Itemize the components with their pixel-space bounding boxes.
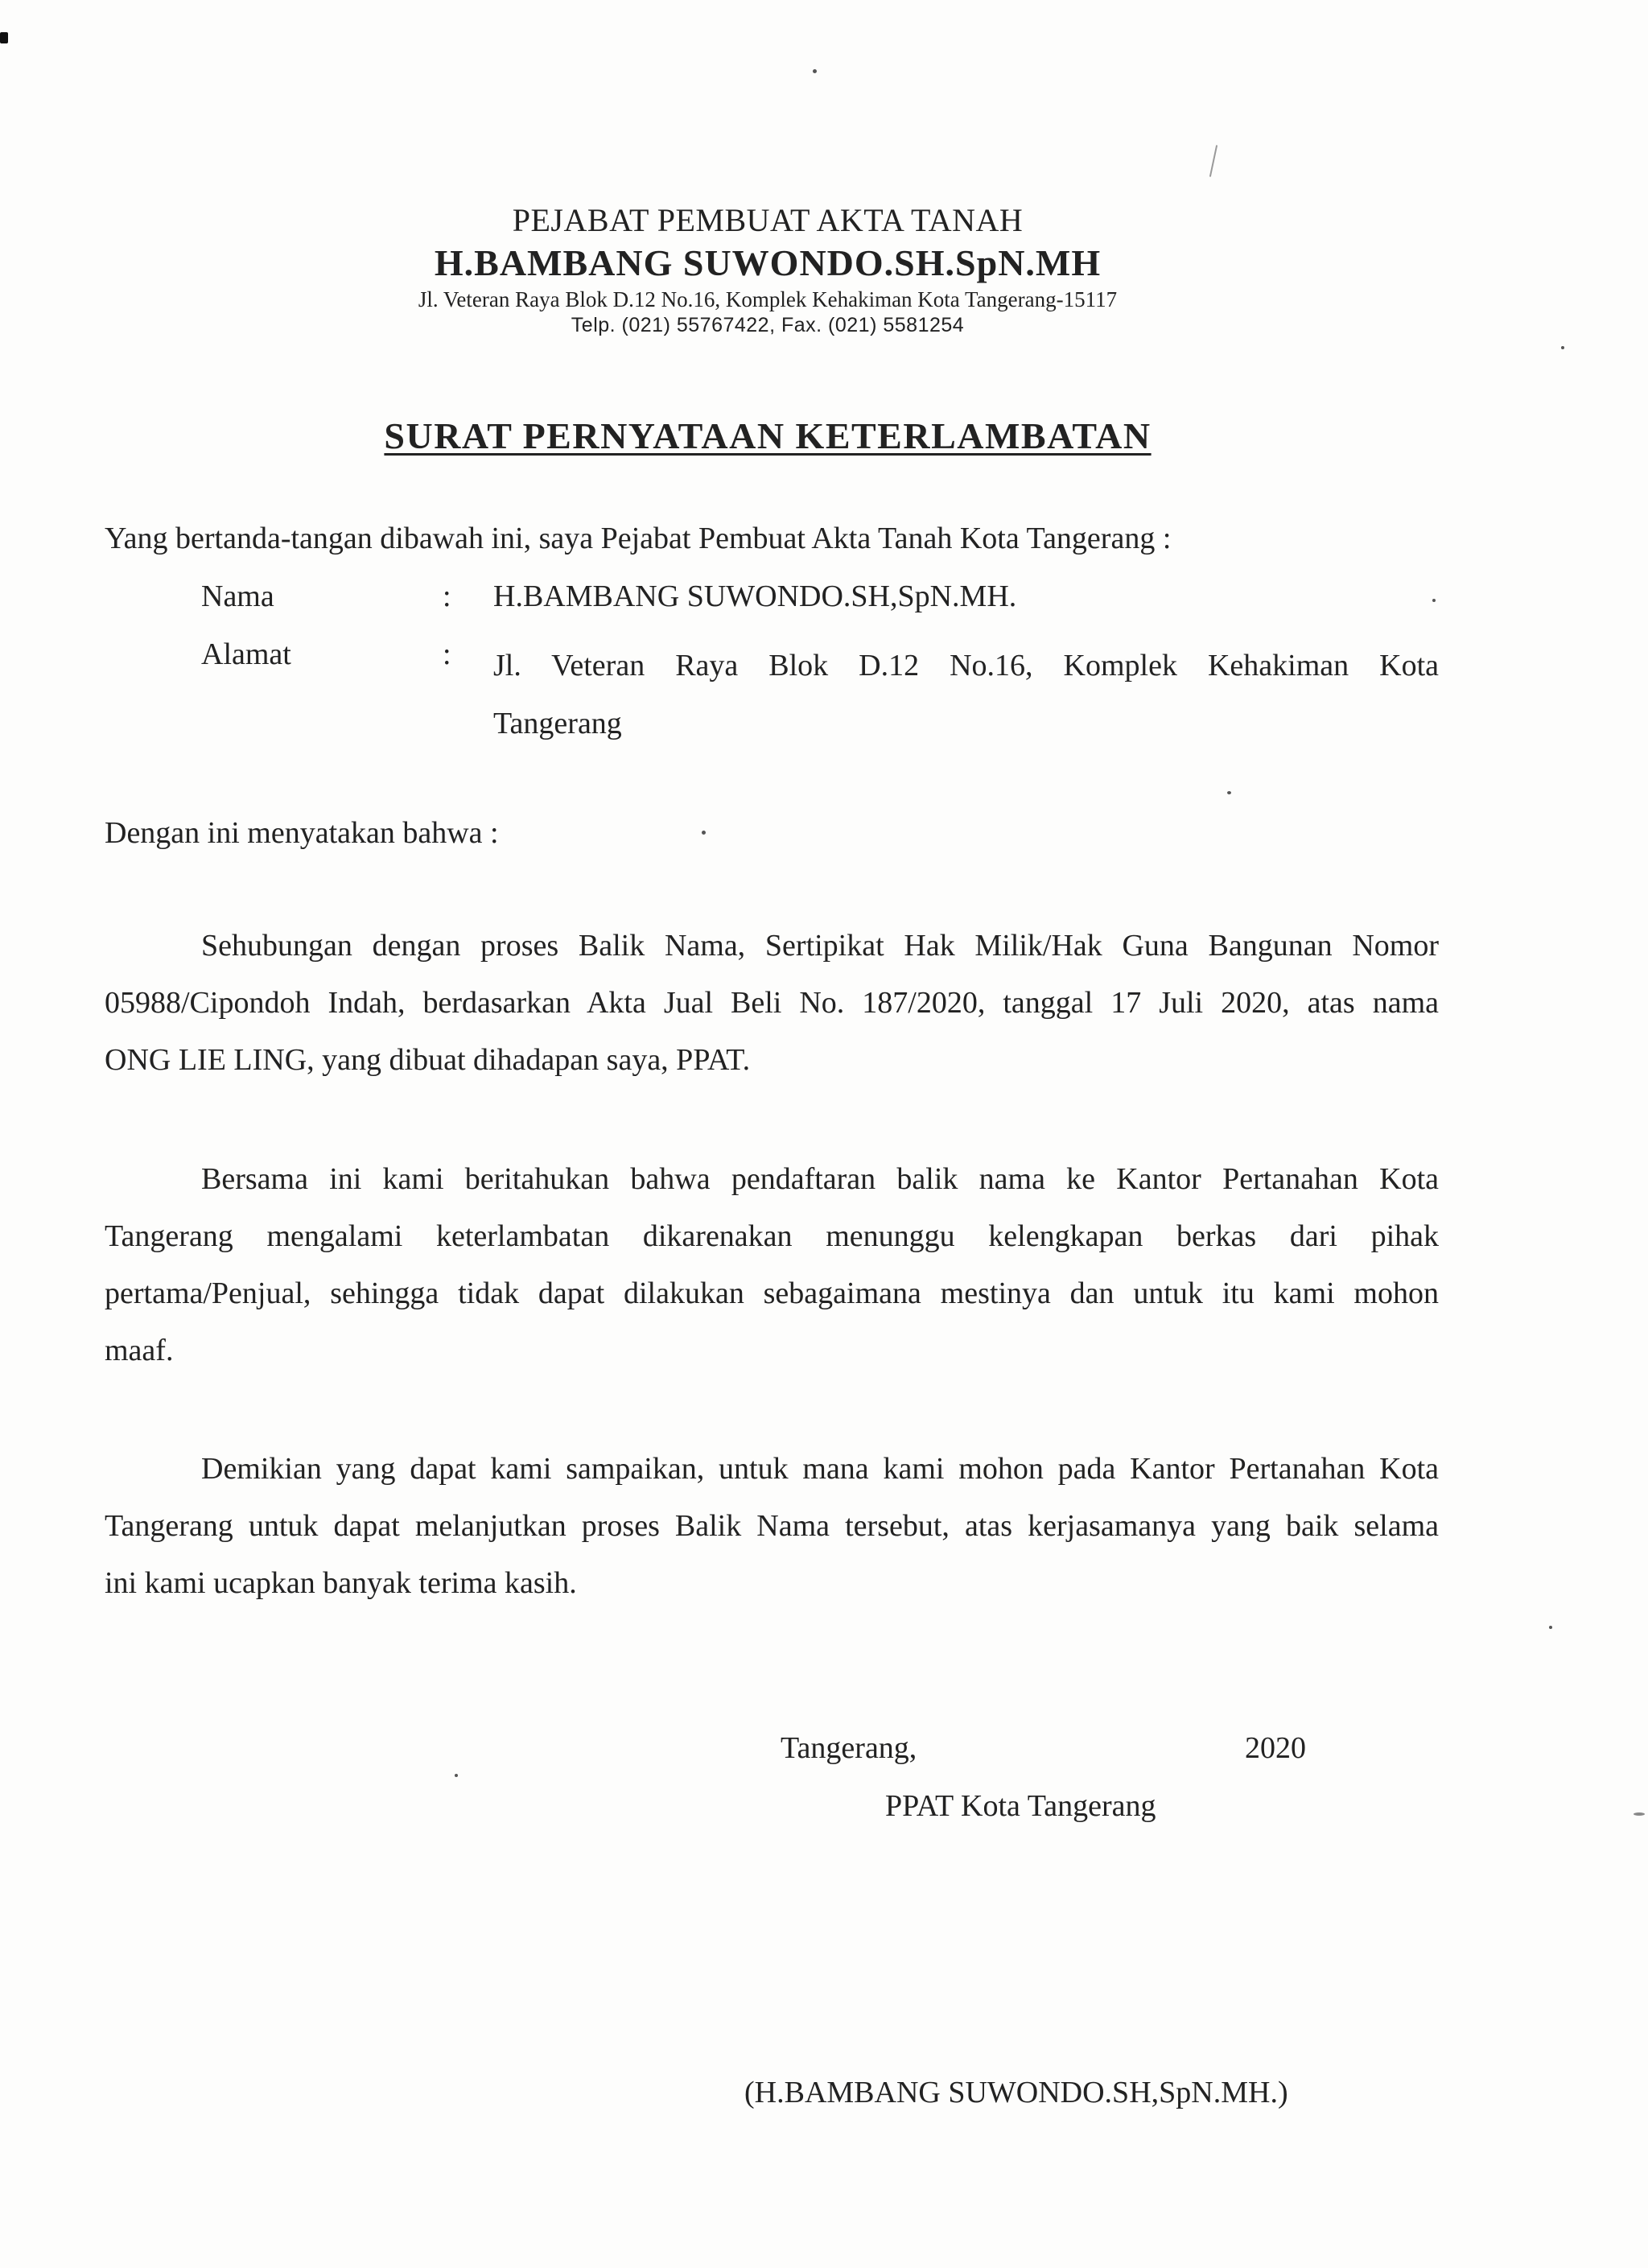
paragraph-line: Tangerang mengalami keterlambatan dikarenakan menunggu kelengkapan berkas dari pihak (105, 1219, 1439, 1253)
paragraph-line: ini kami ucapkan banyak terima kasih. (105, 1566, 577, 1600)
signatory-name: (H.BAMBANG SUWONDO.SH,SpN.MH.) (744, 2076, 1288, 2109)
declaration-text: Dengan ini menyatakan bahwa : (105, 816, 499, 850)
paragraph-line: 05988/Cipondoh Indah, berdasarkan Akta Jual Beli No. 187/2020, tanggal 17 Juli 2020, atas nama (105, 986, 1439, 1020)
paragraph-line: Demikian yang dapat kami sampaikan, untuk mana kami mohon pada Kantor Pertanahan Kota (201, 1452, 1439, 1486)
paragraph-line: pertama/Penjual, sehingga tidak dapat dilakukan sebagaimana mestinya dan untuk itu kami mohon (105, 1276, 1439, 1310)
scan-speck (1549, 1626, 1552, 1629)
paragraph-line: Bersama ini kami beritahukan bahwa pendaftaran balik nama ke Kantor Pertanahan Kota (201, 1162, 1439, 1196)
alamat-value-line: Tangerang (493, 707, 622, 740)
scan-speck (455, 1774, 458, 1777)
paragraph-3 (105, 1441, 1439, 1612)
letterhead-name: H.BAMBANG SUWONDO.SH.SpN.MH (434, 242, 1102, 283)
alamat-colon: : (443, 637, 451, 671)
scan-speck (0, 32, 8, 43)
paragraph-1 (105, 918, 1439, 1089)
nama-colon: : (443, 579, 451, 613)
letterhead-address: Jl. Veteran Raya Blok D.12 No.16, Komplek Kehakiman Kota Tangerang-15117 (418, 287, 1118, 311)
closing-year: 2020 (1245, 1731, 1306, 1765)
alamat-value-line: Jl. Veteran Raya Blok D.12 No.16, Komplek Kehakiman Kota (493, 649, 1439, 682)
scan-speck (1561, 346, 1564, 349)
paragraph-line: Tangerang untuk dapat melanjutkan proses Balik Nama tersebut, atas kerjasamanya yang baik selama (105, 1509, 1439, 1543)
intro-text: Yang bertanda-tangan dibawah ini, saya Pejabat Pembuat Akta Tanah Kota Tangerang : (105, 522, 1172, 555)
closing-role: PPAT Kota Tangerang (885, 1789, 1156, 1823)
nama-value: H.BAMBANG SUWONDO.SH,SpN.MH. (493, 579, 1017, 613)
alamat-label: Alamat (201, 637, 291, 671)
closing-place: Tangerang, (781, 1731, 917, 1765)
paragraph-line: Sehubungan dengan proses Balik Nama, Sertipikat Hak Milik/Hak Guna Bangunan Nomor (201, 929, 1439, 963)
paragraph-2 (105, 1151, 1439, 1379)
nama-label: Nama (201, 579, 274, 613)
scan-speck (1432, 599, 1436, 602)
scan-speck (1227, 791, 1231, 794)
scan-speck (813, 69, 817, 73)
paragraph-line: maaf. (105, 1334, 174, 1367)
alamat-value (493, 637, 1439, 753)
paragraph-line: ONG LIE LING, yang dibuat dihadapan saya, PPAT. (105, 1043, 751, 1077)
document-title: SURAT PERNYATAAN KETERLAMBATAN (384, 415, 1152, 456)
scan-speck (702, 831, 706, 835)
scan-speck (1209, 145, 1217, 177)
letterhead-office: PEJABAT PEMBUAT AKTA TANAH (512, 202, 1024, 238)
letterhead-contact: Telp. (021) 55767422, Fax. (021) 5581254 (571, 314, 965, 336)
scan-speck (1634, 1812, 1645, 1816)
